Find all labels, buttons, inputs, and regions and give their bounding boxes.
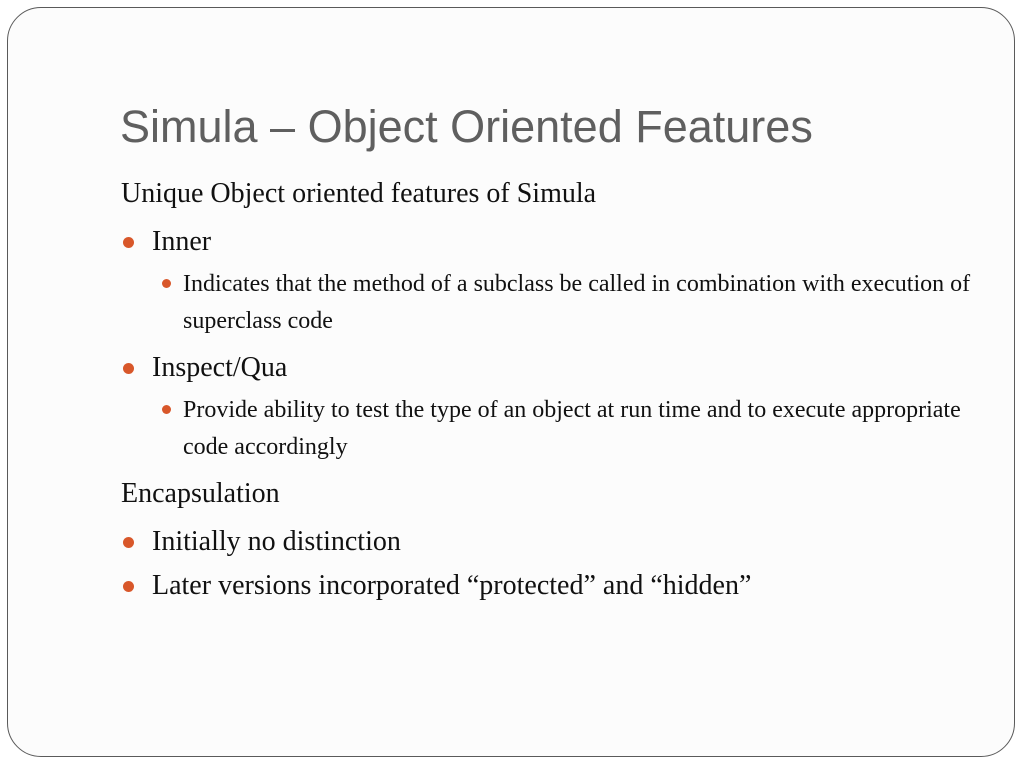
line-text: Later versions incorporated “protected” and “hidden” (152, 570, 752, 601)
bullet-dot-icon (162, 405, 171, 414)
bullet-dot-icon (123, 237, 134, 248)
line-text: Inner (152, 226, 212, 257)
slide-frame (7, 7, 1015, 757)
line-text: Unique Object oriented features of Simula (121, 178, 597, 209)
slide-body (121, 174, 981, 610)
bullet-dot-icon (123, 537, 134, 548)
bullet-dot-icon (123, 581, 134, 592)
text-encapsulation (121, 474, 981, 514)
bullet-dot-icon (123, 363, 134, 374)
bullet-initially-no-distinction (121, 522, 981, 562)
bullet-later-versions (121, 566, 981, 606)
bullet-inner (121, 222, 981, 262)
line-text: Provide ability to test the type of an object at run time and to execute appropriate code accordingly (183, 397, 961, 460)
subbullet-inner-description (121, 266, 981, 340)
line-text: Indicates that the method of a subclass be called in combination with execution of superclass code (183, 271, 971, 334)
slide-title: Simula – Object Oriented Features (120, 101, 813, 152)
text-unique-features (121, 174, 981, 214)
bullet-inspect-qua (121, 348, 981, 388)
line-text: Initially no distinction (152, 526, 401, 557)
line-text: Encapsulation (121, 478, 280, 509)
bullet-dot-icon (162, 279, 171, 288)
line-text: Inspect/Qua (152, 352, 288, 383)
subbullet-inspect-description (121, 392, 981, 466)
